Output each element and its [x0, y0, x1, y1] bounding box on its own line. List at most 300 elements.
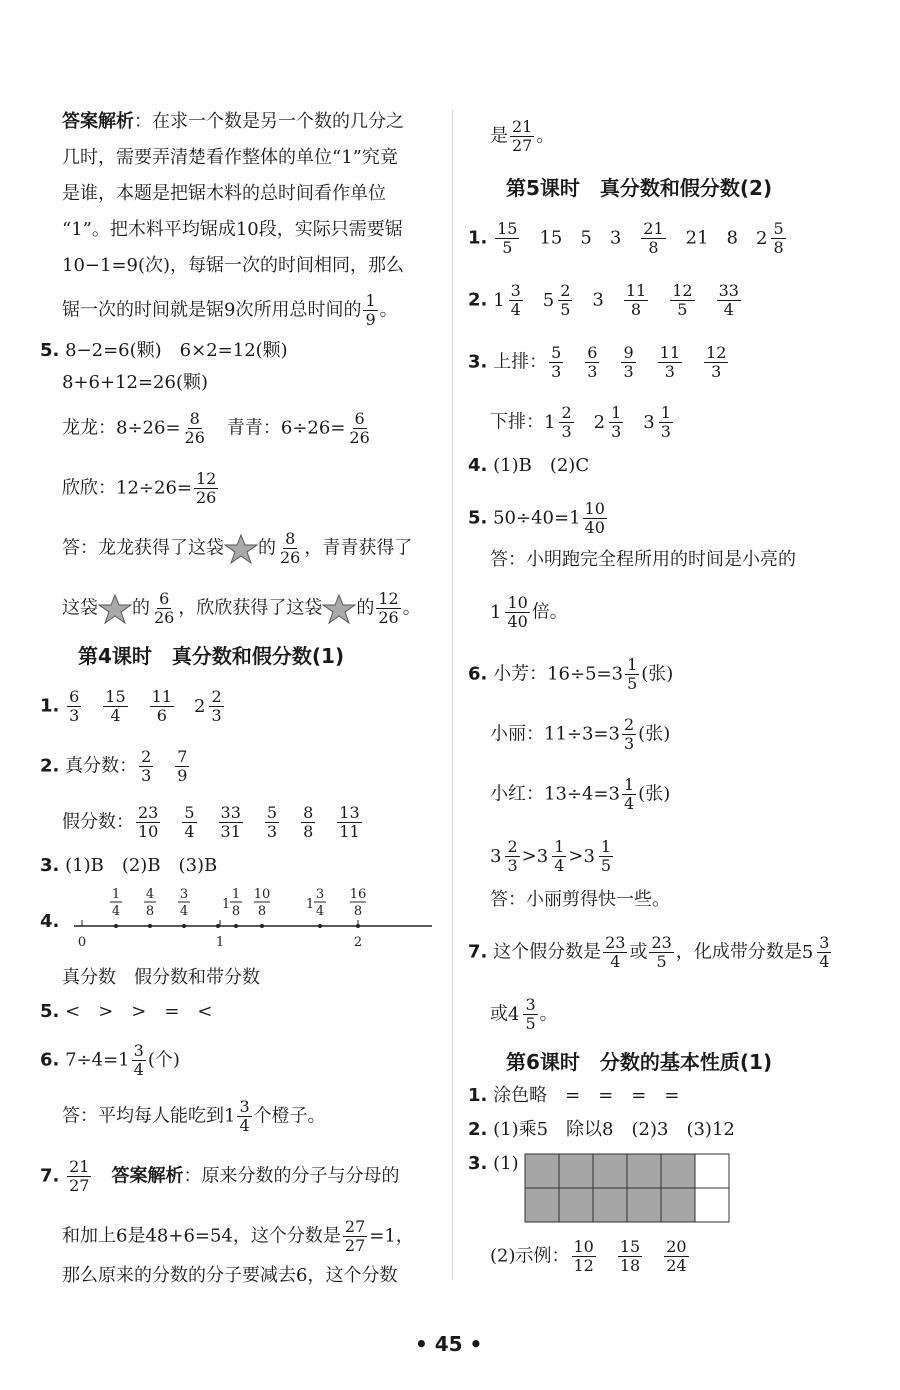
column-divider	[452, 110, 453, 1280]
grid-cell-shaded	[525, 1154, 559, 1188]
text: 倍。	[531, 601, 568, 623]
fraction	[621, 344, 635, 381]
question-number: 4.	[40, 911, 60, 932]
fraction	[152, 590, 176, 627]
denominator: 3	[611, 422, 622, 441]
numerator: 20	[666, 1237, 687, 1256]
denominator: 4	[623, 794, 635, 813]
numerator: 2	[141, 747, 152, 766]
label-num: 10	[253, 887, 271, 902]
label-den: 8	[257, 904, 267, 919]
fraction	[572, 1238, 596, 1275]
question-5	[40, 337, 288, 365]
denominator: 4	[554, 856, 565, 875]
denominator: 3	[561, 422, 572, 441]
question-number: 5.	[468, 507, 488, 529]
question-number: 1.	[40, 695, 60, 717]
fraction	[343, 1218, 367, 1255]
denominator: 4	[184, 822, 195, 841]
analysis-label: 答案解析	[111, 1165, 184, 1187]
mixed-number	[543, 282, 575, 319]
fraction	[505, 594, 529, 631]
l6-question-3	[468, 1150, 519, 1178]
denominator: 26	[349, 428, 370, 447]
fraction	[585, 344, 599, 381]
fraction	[641, 220, 665, 257]
lesson-5-title: 第5课时 真分数和假分数(2)	[506, 176, 773, 200]
denominator: 27	[69, 1176, 90, 1195]
fraction	[301, 804, 315, 841]
text: 欣欣：12÷26=	[62, 477, 192, 499]
fraction	[67, 1158, 91, 1195]
grid-cell-shaded	[593, 1188, 627, 1222]
mixed-number	[490, 838, 522, 875]
numerator: 6	[69, 687, 80, 706]
denominator: 4	[723, 300, 734, 319]
numerator: 13	[339, 803, 360, 822]
fraction	[194, 470, 218, 507]
text: (1)B (2)C	[493, 455, 590, 476]
question-number: 4.	[468, 455, 488, 476]
whole: 2	[756, 227, 768, 249]
fraction	[136, 804, 160, 841]
fraction	[209, 688, 223, 725]
text: 是	[490, 125, 508, 147]
whole: 3	[490, 845, 502, 867]
label-den: 8	[231, 904, 241, 919]
mixed-number	[194, 688, 226, 725]
q5-line	[62, 470, 220, 507]
denominator: 5	[656, 952, 667, 971]
question-number: 5.	[40, 1001, 60, 1022]
value: 21	[685, 227, 709, 249]
l5-question-6	[468, 656, 673, 693]
star-icon	[224, 534, 258, 564]
l4-question-1	[40, 688, 226, 725]
denominator: 26	[195, 488, 217, 507]
text: 青青：6÷26=	[226, 417, 346, 439]
grid-cell-shaded	[661, 1154, 695, 1188]
numerator: 2	[507, 837, 518, 856]
fraction	[618, 1238, 642, 1275]
fraction	[664, 1238, 688, 1275]
mixed-number	[583, 838, 615, 875]
whole: 2	[593, 411, 606, 433]
denominator: 4	[110, 706, 121, 725]
denominator: 3	[507, 856, 518, 875]
numerator: 23	[651, 933, 672, 952]
question-number: 3.	[468, 351, 488, 373]
text: 50÷40=1	[493, 507, 581, 529]
l5-question-2	[468, 282, 743, 319]
denominator: 9	[177, 766, 188, 785]
numerator: 1	[611, 403, 622, 422]
fraction	[347, 410, 371, 447]
analysis-line: 锯一次的时间就是锯9次所用总时间的 $\frac{1}{9}$ 。	[62, 291, 398, 329]
q5-answer-line	[62, 530, 412, 567]
denominator: 4	[133, 1060, 144, 1079]
question-number: 3.	[40, 855, 60, 876]
text: 这个假分数是	[493, 941, 602, 963]
fraction	[505, 838, 519, 875]
text: 小芳：16÷5=3	[493, 663, 624, 685]
denominator: 6	[156, 706, 167, 725]
l4-question-4	[40, 908, 59, 936]
grid-cell-empty	[695, 1154, 729, 1188]
denominator: 4	[610, 952, 621, 971]
star-icon	[98, 594, 132, 624]
l4-question-3	[40, 852, 217, 880]
text: =1，	[369, 1225, 414, 1247]
numerator: 6	[587, 343, 598, 362]
fraction	[363, 292, 377, 329]
numerator: 7	[177, 747, 188, 766]
whole: 3	[536, 845, 549, 867]
denominator: 3	[660, 422, 671, 441]
text: (1)乘5 除以8 (2)3 (3)12	[493, 1119, 735, 1140]
denominator: 12	[573, 1256, 594, 1275]
l4-question-7-line: 那么原来的分数的分子要减去6，这个分数	[62, 1265, 398, 1286]
text: (张)	[638, 723, 671, 745]
numerator: 12	[672, 281, 693, 300]
fraction	[103, 688, 127, 725]
denominator: 5	[627, 674, 638, 693]
whole: 3	[643, 411, 655, 433]
denominator: 8	[773, 238, 784, 257]
numerator: 12	[706, 343, 727, 362]
text: 的	[258, 537, 276, 559]
numerator: 1	[660, 403, 671, 422]
page-number: • 45 •	[415, 1332, 483, 1356]
label-whole: 1	[305, 897, 315, 912]
text: 上排：	[493, 351, 548, 373]
whole: 2	[194, 695, 206, 717]
text: ，青青获得了	[304, 537, 413, 559]
fraction	[510, 118, 534, 155]
numerator: 33	[718, 281, 739, 300]
text: (张)	[641, 663, 674, 685]
fraction	[558, 282, 572, 319]
numerator: 6	[354, 409, 365, 428]
whole: 4	[508, 1003, 520, 1025]
l5-question-5	[468, 500, 609, 537]
fraction	[182, 804, 196, 841]
tick-label-2: 2	[353, 935, 363, 950]
numerator: 23	[138, 803, 159, 822]
numerator: 12	[378, 589, 399, 608]
carry-over-line	[490, 118, 554, 155]
star-icon	[322, 594, 356, 624]
whole: 1	[544, 411, 556, 433]
numerator: 9	[623, 343, 634, 362]
fraction	[658, 344, 682, 381]
denominator: 8	[630, 300, 642, 319]
fraction	[583, 500, 607, 537]
fraction	[659, 404, 673, 441]
fraction	[376, 590, 400, 627]
text: < > > = <	[65, 1001, 213, 1022]
grid-cell-shaded	[525, 1188, 559, 1222]
label-num: 3	[179, 887, 189, 902]
text: 或	[490, 1003, 508, 1025]
mixed-number	[537, 838, 569, 875]
numerator: 2	[623, 715, 635, 734]
question-number: 1.	[468, 1085, 488, 1106]
fraction	[559, 404, 573, 441]
numerator: 27	[344, 1217, 366, 1236]
text: 。	[539, 1003, 558, 1025]
question-number: 1.	[468, 227, 488, 249]
text: 个橙子。	[253, 1105, 326, 1127]
fraction	[509, 282, 523, 319]
fraction	[523, 996, 537, 1033]
l4-question-6-answer	[62, 1098, 326, 1135]
grid-cell-empty	[695, 1188, 729, 1222]
text: ，欣欣获得了这袋	[178, 597, 323, 619]
question-number: 6.	[40, 1049, 60, 1071]
text: 答：龙龙获得了这袋	[62, 537, 224, 559]
numerator: 21	[512, 117, 533, 136]
denominator: 3	[623, 734, 635, 753]
fraction	[67, 688, 81, 725]
numerator: 2	[560, 281, 571, 300]
l5-question-7-line	[490, 996, 558, 1033]
text: 或	[629, 941, 648, 963]
fraction	[625, 656, 639, 693]
numerator: 3	[239, 1097, 250, 1116]
whole: 5	[542, 289, 555, 311]
numerator: 10	[507, 593, 528, 612]
fraction	[175, 748, 189, 785]
denominator: 3	[623, 362, 634, 381]
question-number: 7.	[468, 941, 488, 963]
l5-question-6-line	[490, 716, 670, 753]
label-den: 4	[111, 904, 121, 919]
mixed-number	[756, 220, 788, 257]
l6-question-1	[468, 1082, 679, 1110]
text: (2)示例：	[490, 1245, 570, 1267]
fraction	[670, 282, 694, 319]
value: 3	[592, 289, 604, 311]
whole: 5	[801, 941, 814, 963]
denominator: 5	[502, 238, 513, 257]
mixed-number	[508, 996, 540, 1033]
analysis-line: 10−1=9(次)，每锯一次的时间相同，那么	[62, 255, 405, 276]
value: 3	[609, 227, 622, 249]
grid-cell-shaded	[559, 1154, 593, 1188]
numerator: 1	[623, 775, 635, 794]
q5-line	[62, 410, 374, 447]
label-whole: 1	[221, 897, 231, 912]
text: 小丽：11÷3=3	[490, 723, 620, 745]
mixed-number	[643, 404, 675, 441]
mixed-number	[490, 594, 532, 631]
label-num: 4	[145, 887, 155, 902]
question-number: 2.	[468, 289, 488, 311]
label-num: 1	[111, 887, 121, 902]
fraction	[549, 344, 563, 381]
fraction	[622, 716, 636, 753]
text: (1)	[493, 1153, 519, 1174]
mixed-number	[493, 282, 525, 319]
text: 。	[536, 125, 555, 147]
numerator: 1	[554, 837, 565, 856]
denominator: 18	[619, 1256, 641, 1275]
l5-question-1	[468, 220, 788, 257]
label-den: 8	[353, 904, 363, 919]
denominator: 24	[666, 1256, 687, 1275]
text: 的	[132, 597, 150, 619]
label-num: 16	[349, 887, 367, 902]
text: ：原来分数的分子与分母的	[183, 1165, 400, 1187]
fraction	[132, 1042, 146, 1079]
text: 8−2=6(颗) 6×2=12(颗)	[65, 340, 288, 361]
denominator: 11	[339, 822, 360, 841]
denominator: 10	[138, 822, 159, 841]
l4-question-2	[40, 748, 191, 785]
l4-question-4-caption: 真分数 假分数和带分数	[62, 967, 260, 988]
fraction	[139, 748, 153, 785]
value: 15	[539, 227, 563, 249]
l4-question-6	[40, 1042, 180, 1079]
numerator: 1	[365, 291, 376, 310]
numerator: 5	[773, 219, 784, 238]
fraction	[278, 530, 302, 567]
denominator: 5	[677, 300, 688, 319]
grid-cell-shaded	[559, 1188, 593, 1222]
whole: 1	[490, 601, 502, 623]
numerator: 11	[659, 343, 681, 362]
question-number: 6.	[468, 663, 488, 685]
numerator: 3	[133, 1041, 144, 1060]
numerator: 5	[551, 343, 562, 362]
numerator: 5	[184, 803, 195, 822]
l4-question-2-improper	[62, 804, 364, 841]
fraction	[622, 776, 636, 813]
denominator: 9	[365, 310, 376, 329]
denominator: 5	[525, 1014, 536, 1033]
numerator: 3	[510, 281, 521, 300]
text: 。	[402, 597, 421, 619]
denominator: 31	[220, 822, 241, 841]
value: 8	[726, 227, 738, 249]
question-number: 2.	[40, 755, 60, 777]
numerator: 3	[819, 933, 830, 952]
mixed-number	[802, 934, 834, 971]
denominator: 26	[154, 608, 175, 627]
fraction	[649, 934, 673, 971]
numerator: 33	[220, 803, 241, 822]
fraction	[817, 934, 831, 971]
l5-question-6-line	[490, 776, 670, 813]
l5-question-5-answer: 答：小明跑完全程所用的时间是小亮的	[490, 549, 796, 570]
text: 的	[356, 597, 375, 619]
analysis-line: 是谁，本题是把锯木料的总时间看作单位	[62, 183, 386, 204]
q5-answer-line	[62, 590, 421, 627]
denominator: 27	[512, 136, 533, 155]
denominator: 3	[664, 362, 675, 381]
denominator: 3	[551, 362, 562, 381]
numerator: 11	[151, 687, 173, 706]
label-num: 3	[315, 887, 325, 902]
question-number: 3.	[468, 1153, 488, 1174]
l5-question-5-answer	[490, 594, 568, 631]
denominator: 26	[184, 428, 205, 447]
fraction	[219, 804, 243, 841]
l5-question-6-answer: 答：小丽剪得快一些。	[490, 889, 670, 910]
l5-question-7	[468, 934, 833, 971]
fraction	[609, 404, 623, 441]
numerator: 21	[643, 219, 664, 238]
fraction	[599, 838, 613, 875]
denominator: 4	[239, 1116, 250, 1135]
text: (个)	[147, 1049, 180, 1071]
numerator: 21	[69, 1157, 90, 1176]
tick-label-0: 0	[77, 935, 87, 950]
analysis-line: 几时，需要弄清楚看作整体的单位“1”究竟	[62, 147, 398, 168]
text: ：在求一个数是另一个数的几分之	[134, 111, 404, 132]
text: >	[521, 845, 537, 867]
fraction	[771, 220, 785, 257]
text: 涂色略 = = = =	[493, 1085, 680, 1106]
denominator: 4	[819, 952, 830, 971]
whole: 3	[583, 845, 595, 867]
numerator: 10	[584, 499, 605, 518]
l4-question-5	[40, 998, 213, 1026]
text: 真分数：	[65, 755, 138, 777]
numerator: 8	[189, 409, 200, 428]
text: 锯一次的时间就是锯9次所用总时间的	[62, 299, 362, 321]
numerator: 15	[619, 1237, 641, 1256]
question-number: 7.	[40, 1165, 60, 1187]
text: 小红：13÷4=3	[490, 783, 620, 805]
number-line	[70, 884, 440, 952]
mixed-number	[544, 404, 576, 441]
label-den: 4	[315, 904, 325, 919]
lesson-6-title: 第6课时 分数的基本性质(1)	[506, 1050, 773, 1074]
question-number: 2.	[468, 1119, 488, 1140]
denominator: 27	[344, 1236, 366, 1255]
text: 这袋	[62, 597, 98, 619]
fraction	[495, 220, 519, 257]
analysis-label: 答案解析	[62, 111, 134, 132]
shaded-fraction-grid	[524, 1153, 730, 1223]
tick-label-1: 1	[215, 935, 225, 950]
denominator: 8	[303, 822, 314, 841]
denominator: 5	[600, 856, 612, 875]
text: 和加上6是48+6=54，这个分数是	[62, 1225, 341, 1247]
l4-question-7-line	[62, 1218, 414, 1255]
numerator: 8	[303, 803, 314, 822]
numerator: 1	[627, 655, 638, 674]
whole: 1	[493, 289, 505, 311]
numerator: 1	[600, 837, 612, 856]
fraction	[265, 804, 279, 841]
numerator: 15	[497, 219, 518, 238]
analysis-line: “1”。把木料平均锯成10段，实际只需要锯	[62, 219, 403, 240]
numerator: 23	[605, 933, 626, 952]
value: 5	[580, 227, 592, 249]
denominator: 3	[587, 362, 598, 381]
numerator: 12	[195, 469, 217, 488]
denominator: 3	[69, 706, 80, 725]
analysis-line	[62, 108, 404, 136]
fraction	[237, 1098, 251, 1135]
numerator: 2	[211, 687, 222, 706]
fraction	[717, 282, 741, 319]
fraction	[624, 282, 648, 319]
numerator: 6	[159, 589, 170, 608]
